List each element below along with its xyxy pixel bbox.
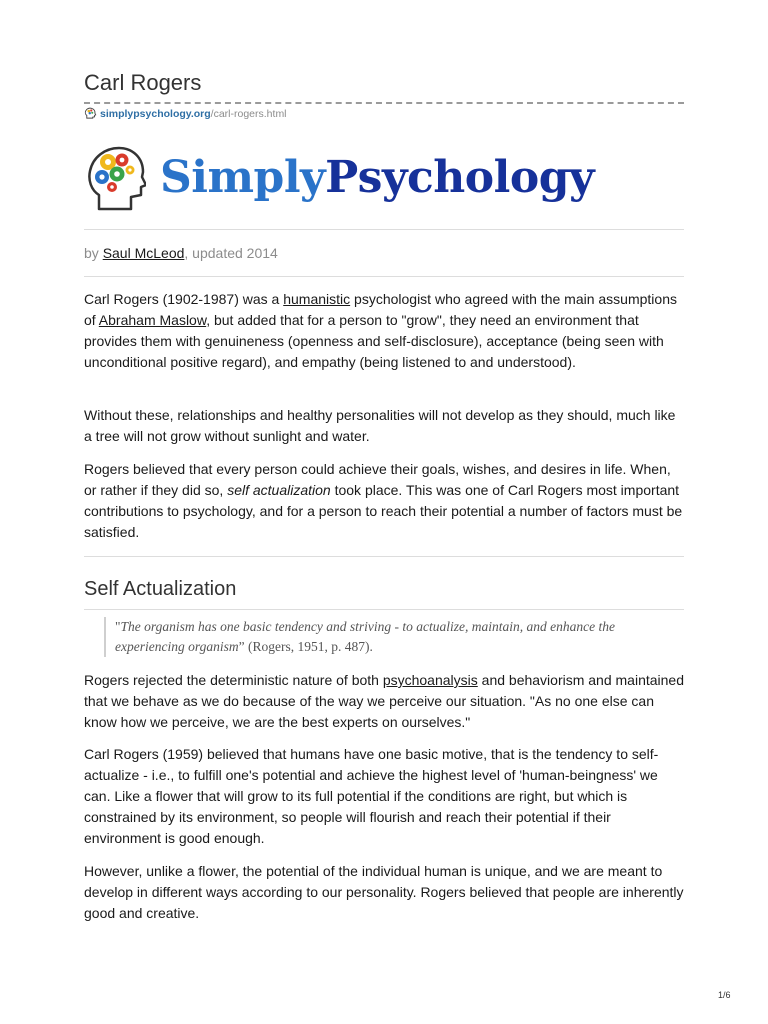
source-url[interactable] [84, 107, 287, 120]
p1-text-c: , but added that for a person to "grow", they need an environment that provides them with genuineness (openness and self-disclosure), acceptance (being seen with unconditional positive regard), and empathy (being listened to and understood). [84, 312, 664, 370]
page-title: Carl Rogers [84, 70, 202, 95]
p1-text-b: psychologist who agreed with the main assumptions of [84, 291, 677, 328]
byline-divider [84, 276, 684, 277]
site-logo [86, 145, 594, 211]
heading-divider [84, 609, 684, 610]
source-domain: simplypsychology.org [100, 107, 211, 120]
intro-paragraph-3 [84, 459, 684, 543]
intro-paragraph-1 [84, 289, 684, 373]
brand-part-1: Simply [160, 152, 326, 203]
section-heading: Self Actualization [84, 578, 237, 600]
gear-red [116, 154, 129, 167]
quote-open-mark: " [115, 619, 121, 634]
source-path: /carl-rogers.html [210, 107, 287, 120]
quote-text: The organism has one basic tendency and striving - to actualize, maintain, and enhance the experiencing organism [115, 619, 615, 654]
rogers-quote [104, 617, 675, 657]
p4-text-a: Rogers rejected the deterministic nature of both [84, 672, 383, 688]
p4-text-b: and behaviorism and maintained that we behave as we do because of the way we perceive our situation. "As no one else can know how we perceive, we are the best experts on ourselves." [84, 672, 685, 730]
logo-divider [84, 229, 684, 230]
byline [84, 245, 278, 261]
brain-head-logo-icon [86, 145, 146, 211]
section-paragraph-3: However, unlike a flower, the potential of the individual human is unique, and we are meant to develop in different ways according to our personality. Rogers believed that people are inherently good and creative. [84, 863, 684, 921]
title-divider [84, 102, 684, 104]
p1-text-a: Carl Rogers (1902-1987) was a [84, 291, 284, 307]
gear-green [110, 167, 125, 182]
p3-emphasis: self actualization [227, 482, 331, 498]
intro-paragraph-2: Without these, relationships and healthy personalities will not develop as they should, much like a tree will not grow without sunlight and water. [84, 407, 676, 444]
section-divider [84, 556, 684, 557]
site-favicon-icon [84, 107, 97, 120]
abraham-maslow-link[interactable]: Abraham Maslow [98, 312, 207, 328]
quote-citation: ” (Rogers, 1951, p. 487). [238, 639, 373, 654]
section-paragraph-1 [84, 670, 684, 733]
psychoanalysis-link[interactable]: psychoanalysis [382, 672, 478, 688]
brand-name [160, 152, 595, 203]
p3-text-b: took place. This was one of Carl Rogers most important contributions to psychology, and for a person to reach their potential a number of factors must be satisfied. [84, 482, 683, 540]
brand-part-2: Psychology [325, 152, 595, 203]
gear-small-red [107, 182, 117, 192]
byline-updated: , updated 2014 [184, 245, 278, 261]
p3-text-a: Rogers believed that every person could achieve their goals, wishes, and desires in life. When, or rather if they did so, [84, 461, 671, 498]
page-number: 1/6 [718, 990, 731, 1000]
gear-blue [95, 170, 109, 184]
section-paragraph-2: Carl Rogers (1959) believed that humans have one basic motive, that is the tendency to self-actualize - i.e., to fulfill one's potential and achieve the highest level of 'human-beingness' we can. Like a flower that will grow to its full potential if the conditions are right, but which is constrained by its environment, so people will flourish and reach their potential if their environment is good enough. [84, 746, 659, 846]
author-link[interactable]: Saul McLeod [102, 245, 185, 261]
byline-prefix: by [84, 245, 103, 261]
gear-small-yellow [126, 166, 135, 175]
humanistic-link[interactable]: humanistic [283, 291, 351, 307]
